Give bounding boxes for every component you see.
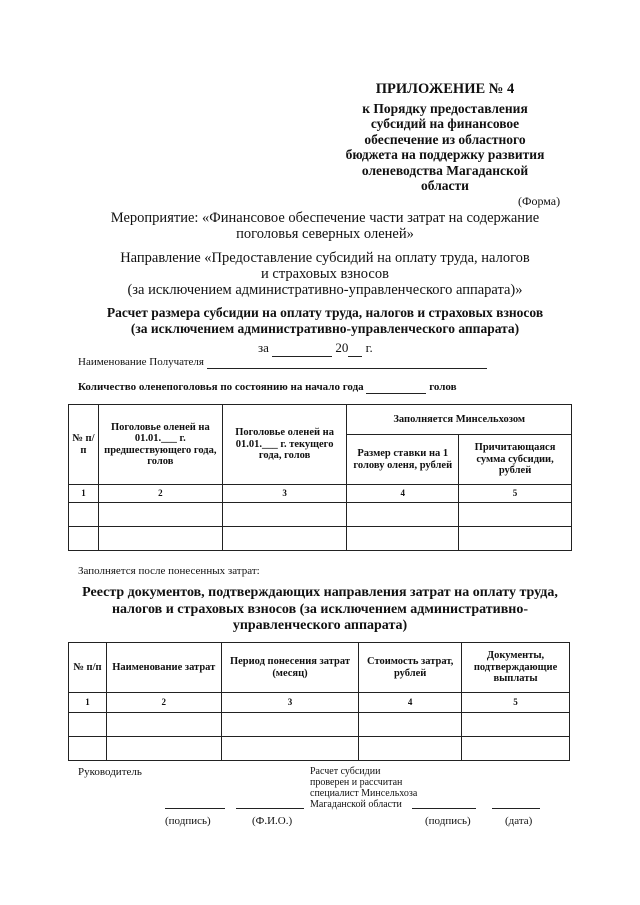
group-header: Заполняется Минсельхозом (347, 405, 572, 435)
date-caption: (дата) (505, 815, 533, 827)
col-header-sum: Причитающаяся сумма субсидии, рублей (459, 435, 572, 485)
herd-blank[interactable] (366, 381, 426, 394)
table-row (69, 503, 572, 527)
empty-cell[interactable] (98, 527, 222, 551)
herd-suffix: голов (429, 381, 457, 393)
col-header-name: Наименование затрат (106, 643, 221, 693)
fio-caption: (Ф.И.О.) (252, 815, 293, 827)
measure-line: поголовья северных оленей» (236, 226, 414, 242)
year-blank[interactable] (348, 340, 362, 357)
col-header-curr: Поголовье оленей на 01.01.___ г. текущего года, голов (222, 405, 347, 485)
calc-title-line: (за исключением административно-управленческого аппарата) (130, 320, 520, 336)
period-suffix: г. (365, 340, 373, 355)
col-header-num: № п/п (69, 643, 107, 693)
measure-line: Мероприятие: «Финансовое обеспечение части затрат на содержание (110, 210, 540, 226)
empty-cell[interactable] (69, 713, 107, 737)
col-header-cost: Стоимость затрат, рублей (359, 643, 462, 693)
calc-title-line: Расчет размера субсидии на оплату труда, налогов и страховых взносов (106, 305, 544, 320)
col-header-prev: Поголовье оленей на 01.01.___ г. предшествующего года, голов (98, 405, 222, 485)
herd-row (78, 381, 457, 394)
col-number: 3 (222, 485, 347, 503)
calc-period (258, 340, 373, 357)
recipient-label: Наименование Получателя (78, 356, 204, 368)
appendix-title: ПРИЛОЖЕНИЕ № 4 (375, 81, 515, 97)
empty-cell[interactable] (106, 737, 221, 761)
empty-cell[interactable] (221, 737, 359, 761)
date-line[interactable] (492, 808, 540, 809)
calc-title (80, 305, 570, 336)
col-header-period: Период понесения затрат (месяц) (221, 643, 359, 693)
registry-line: управленческого аппарата) (232, 618, 408, 633)
appendix-line: области (421, 178, 469, 193)
recipient-row (78, 356, 487, 369)
empty-cell[interactable] (459, 503, 572, 527)
form-label: (Форма) (518, 194, 561, 208)
empty-cell[interactable] (462, 737, 570, 761)
empty-cell[interactable] (69, 527, 99, 551)
col-header-docs: Документы, подтверждающие выплаты (462, 643, 570, 693)
appendix-block (330, 82, 560, 194)
sign-caption: (подпись) (165, 815, 211, 827)
col-number: 5 (459, 485, 572, 503)
appendix-line: оленеводства Магаданской (361, 162, 529, 178)
empty-cell[interactable] (69, 737, 107, 761)
empty-cell[interactable] (69, 503, 99, 527)
checked-line: Расчет субсидии (310, 766, 381, 777)
head-label: Руководитель (78, 766, 142, 778)
herd-prefix: Количество оленепоголовья по состоянию на начало года (78, 381, 364, 393)
recipient-blank[interactable] (207, 356, 487, 369)
sign2-line[interactable] (412, 808, 476, 809)
col-number: 1 (69, 693, 107, 713)
appendix-line: бюджета на поддержку развития (345, 147, 545, 162)
empty-cell[interactable] (221, 713, 359, 737)
table-row (69, 737, 570, 761)
col-header-rate: Размер ставки на 1 голову оленя, рублей (347, 435, 459, 485)
col-number: 4 (359, 693, 462, 713)
empty-cell[interactable] (222, 503, 347, 527)
registry-line: Реестр документов, подтверждающих направления затрат на оплату труда, (82, 585, 558, 600)
direction-line: (за исключением административно-управленческого аппарата)» (127, 282, 523, 298)
empty-cell[interactable] (462, 713, 570, 737)
empty-cell[interactable] (98, 503, 222, 527)
sign2-caption: (подпись) (425, 815, 471, 827)
after-costs-note: Заполняется после понесенных затрат: (78, 565, 260, 577)
sign-line[interactable] (165, 808, 225, 809)
checked-line: специалист Минсельхоза (310, 788, 418, 799)
registry-table (68, 642, 570, 761)
col-header-num: № п/п (69, 405, 99, 485)
col-number: 3 (221, 693, 359, 713)
empty-cell[interactable] (359, 737, 462, 761)
registry-title (70, 585, 570, 635)
appendix-line: субсидий на финансовое (370, 116, 520, 131)
measure-block (90, 210, 560, 242)
empty-cell[interactable] (359, 713, 462, 737)
direction-block (90, 250, 560, 298)
empty-cell[interactable] (459, 527, 572, 551)
col-number: 5 (462, 693, 570, 713)
checked-block (310, 766, 417, 810)
appendix-line: обеспечение из областного (364, 131, 526, 147)
period-blank[interactable] (272, 340, 332, 357)
appendix-line: к Порядку предоставления (362, 100, 528, 116)
period-year: 20 (335, 340, 349, 355)
direction-line: и страховых взносов (261, 266, 389, 282)
empty-cell[interactable] (106, 713, 221, 737)
col-number: 2 (106, 693, 221, 713)
table-row (69, 527, 572, 551)
subsidy-table (68, 404, 572, 551)
col-number: 1 (69, 485, 99, 503)
empty-cell[interactable] (222, 527, 347, 551)
registry-line: налогов и страховых взносов (за исключением административно- (111, 601, 529, 617)
checked-line: проверен и рассчитан (310, 777, 403, 788)
direction-line: Направление «Предоставление субсидий на оплату труда, налогов (120, 250, 530, 266)
col-number: 2 (98, 485, 222, 503)
fio-line[interactable] (236, 808, 304, 809)
checked-line: Магаданской области (310, 799, 402, 810)
period-prefix: за (258, 340, 269, 355)
table-row (69, 713, 570, 737)
empty-cell[interactable] (347, 503, 459, 527)
col-number: 4 (347, 485, 459, 503)
empty-cell[interactable] (347, 527, 459, 551)
